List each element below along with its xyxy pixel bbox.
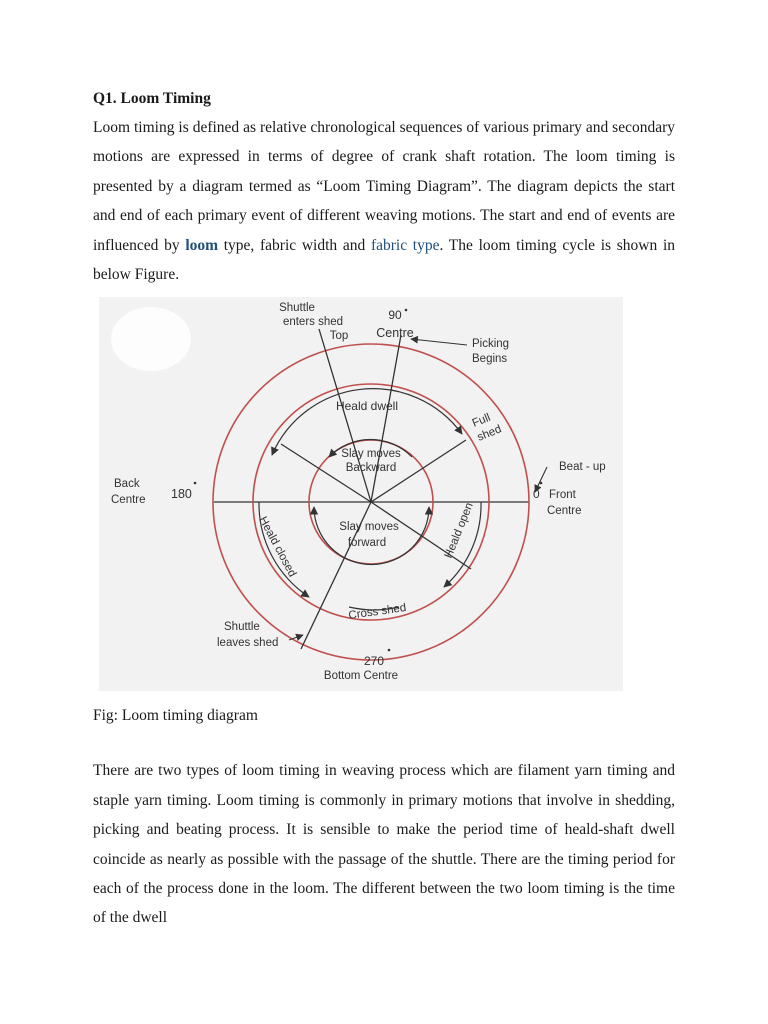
label-centre-top: Centre <box>376 326 414 341</box>
loom-timing-figure <box>99 297 623 691</box>
radial-lines <box>281 329 471 649</box>
para-text-3: . The loom timing cycle is shown in below Figure. <box>93 236 675 284</box>
label-shuttle-leaves-1: Shuttle <box>224 621 260 634</box>
body-paragraph: There are two types of loom timing in weaving process which are filament yarn timing and staple yarn timing. Loom timing is commonly in primary motions that involve in shedding, picking and beating process. It is sensible to make the period time of heald-shaft dwell coincide as nearly as possible with the passage of the shuttle. There are the timing period for each of the process done in the loom. The different between the two loom timing is the time of the dwell <box>93 762 675 927</box>
picking-pointer <box>411 339 467 345</box>
slay-forward-arc <box>314 507 429 564</box>
label-picking-2: Begins <box>472 353 508 366</box>
label-front-centre: Centre <box>547 505 582 518</box>
label-beat-up: Beat - up <box>559 461 606 474</box>
label-back: Back <box>114 478 140 491</box>
label-heald-open: Heald open <box>442 501 476 561</box>
pointer-arrows <box>289 339 547 640</box>
label-90: 90 <box>388 308 402 323</box>
para-text-1: Loom timing is defined as relative chronological sequences of various primary and secondary motions are expressed in terms of degree of crank shaft rotation. The loom timing is presented by a diagram termed as “Loom Timing Diagram”. The diagram depicts the start and end of each primary event of different weaving motions. The start and end of events are influenced by <box>93 119 675 254</box>
label-cross-shed: Cross shed <box>347 602 408 623</box>
label-full-shed-1: Full <box>470 412 493 431</box>
label-shuttle-leaves-2: leaves shed <box>217 637 279 650</box>
document-page <box>93 84 675 933</box>
label-heald-dwell: Heald dwell <box>335 399 399 414</box>
label-front: Front <box>549 489 576 502</box>
label-heald-closed: Heald closed <box>256 515 299 580</box>
label-picking-1: Picking <box>472 338 510 351</box>
label-slay-back-2: Backward <box>345 462 397 475</box>
picking-line <box>371 335 401 502</box>
label-270: 270 <box>363 654 385 669</box>
label-0: 0 <box>533 487 540 502</box>
label-shuttle-enters-2: enters shed <box>282 316 344 329</box>
label-full-shed-2: shed <box>475 423 504 445</box>
label-slay-back-1: Slay moves <box>341 448 401 461</box>
intro-paragraph <box>93 113 675 289</box>
para-text-2: type, fabric width and <box>218 236 371 254</box>
label-180: 180 <box>171 487 192 502</box>
label-shuttle-enters-1: Shuttle <box>279 302 315 315</box>
label-slay-fwd-1: Slay moves <box>339 521 399 534</box>
label-slay-fwd-2: forward <box>347 537 387 550</box>
shuttle-enters-line <box>319 329 371 502</box>
label-top: Top <box>329 330 349 343</box>
loom-link[interactable]: loom <box>185 236 219 254</box>
loom-timing-diagram <box>99 297 623 691</box>
fabric-type-link[interactable]: fabric type <box>370 236 440 254</box>
figure-caption: Fig: Loom timing diagram <box>93 707 258 725</box>
background-blob <box>111 307 191 371</box>
label-bottom-centre: Bottom Centre <box>323 670 399 683</box>
label-back-centre: Centre <box>111 494 146 507</box>
section-heading: Q1. Loom Timing <box>93 90 211 107</box>
